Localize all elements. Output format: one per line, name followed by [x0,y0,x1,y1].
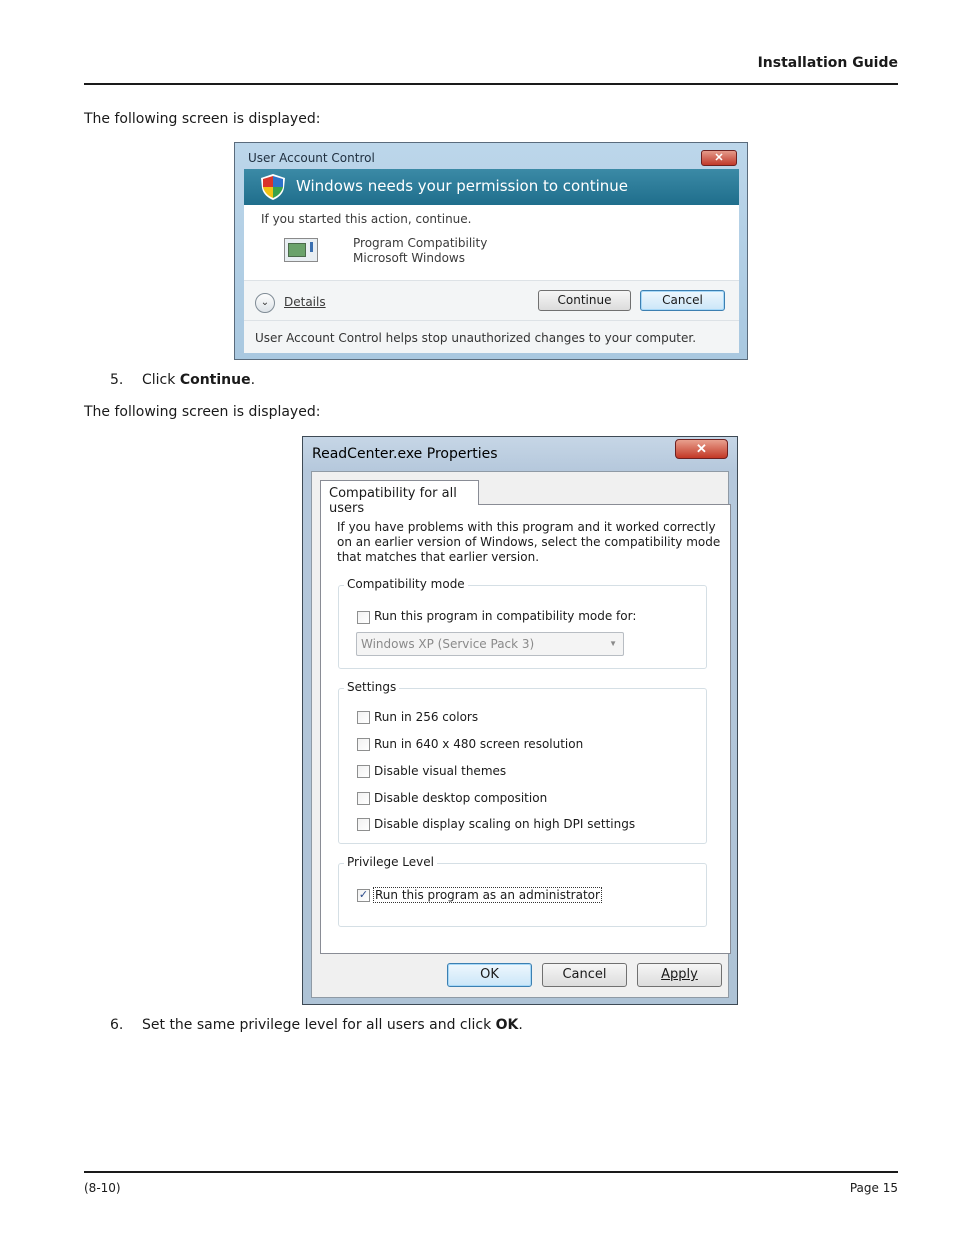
uac-continue-button[interactable]: Continue [538,290,631,311]
step-5-number: 5. [110,372,124,388]
ok-button[interactable]: OK [447,963,532,987]
compatibility-mode-selected: Windows XP (Service Pack 3) [361,637,535,651]
properties-close-button[interactable] [675,439,728,459]
shield-icon [259,173,287,201]
intro-line: If you have problems with this program and it worked correctly [337,520,716,534]
setting-checkbox[interactable] [357,765,370,778]
uac-footer-text: User Account Control helps stop unauthorized changes to your computer. [255,331,697,345]
setting-label: Run in 256 colors [374,710,479,724]
uac-program-name: Program Compatibility [353,236,488,250]
step-5-text [142,372,255,388]
close-icon: ✕ [714,152,724,164]
setting-label: Disable visual themes [374,764,507,778]
setting-checkbox[interactable] [357,711,370,724]
uac-dialog-title: User Account Control [248,151,375,165]
step-5-bold: Continue [179,372,251,388]
privilege-level-label: Privilege Level [344,855,437,869]
intro-line: on an earlier version of Windows, select the compatibility mode [337,535,721,549]
uac-footer [244,320,739,353]
footer-page-number: Page 15 [849,1181,898,1195]
uac-banner [244,169,739,205]
step-6-number: 6. [110,1017,124,1033]
properties-dialog-title: ReadCenter.exe Properties [312,446,498,462]
close-icon: ✕ [696,441,707,456]
uac-publisher: Microsoft Windows [353,251,465,265]
header-divider [84,83,898,85]
uac-cancel-button[interactable]: Cancel [640,290,725,311]
setting-label: Disable desktop composition [374,791,548,805]
compatibility-mode-checkbox-label: Run this program in compatibility mode for: [374,609,637,623]
tab-compatibility-all-users[interactable]: Compatibility for all users [320,480,479,505]
intro-text-2: The following screen is displayed: [84,404,321,420]
uac-close-button[interactable] [701,150,737,166]
uac-prompt: If you started this action, continue. [261,212,472,226]
step-5-prefix: Click [142,372,180,388]
uac-details-link[interactable]: Details [284,295,326,309]
uac-body [244,205,739,280]
chevron-down-icon[interactable]: ⌄ [255,293,275,313]
setting-checkbox[interactable] [357,818,370,831]
setting-checkbox[interactable] [357,792,370,805]
program-compatibility-icon [284,238,318,262]
compatibility-mode-group [338,585,707,669]
uac-dialog [234,142,748,360]
setting-checkbox[interactable] [357,738,370,751]
step-6-text [142,1017,523,1033]
setting-label: Run in 640 x 480 screen resolution [374,737,584,751]
page-header-title: Installation Guide [757,55,898,71]
uac-button-row [244,280,739,320]
compatibility-intro [337,520,720,565]
settings-label: Settings [344,680,399,694]
step-5-suffix: . [250,372,256,388]
step-6-suffix: . [518,1017,523,1033]
intro-text-1: The following screen is displayed: [84,111,321,127]
footer-divider [84,1171,898,1173]
compatibility-mode-checkbox[interactable] [357,611,370,624]
compatibility-tab-panel [320,504,731,954]
compatibility-mode-label: Compatibility mode [344,577,468,591]
uac-banner-text: Windows needs your permission to continue [296,177,629,195]
step-6-bold: OK [495,1017,519,1033]
properties-dialog [302,436,738,1005]
run-as-admin-label: Run this program as an administrator [375,888,600,902]
compatibility-mode-select[interactable] [356,632,624,656]
properties-client-area [311,471,729,998]
footer-revision: (8-10) [84,1181,121,1195]
chevron-down-icon: ▼ [609,639,617,648]
run-as-admin-checkbox[interactable]: ✓ [358,889,369,901]
cancel-button[interactable]: Cancel [542,963,627,987]
setting-label: Disable display scaling on high DPI settings [374,817,636,831]
step-6-prefix: Set the same privilege level for all users and click [142,1017,496,1033]
apply-button[interactable]: Apply [637,963,722,987]
intro-line: that matches that earlier version. [337,550,540,564]
